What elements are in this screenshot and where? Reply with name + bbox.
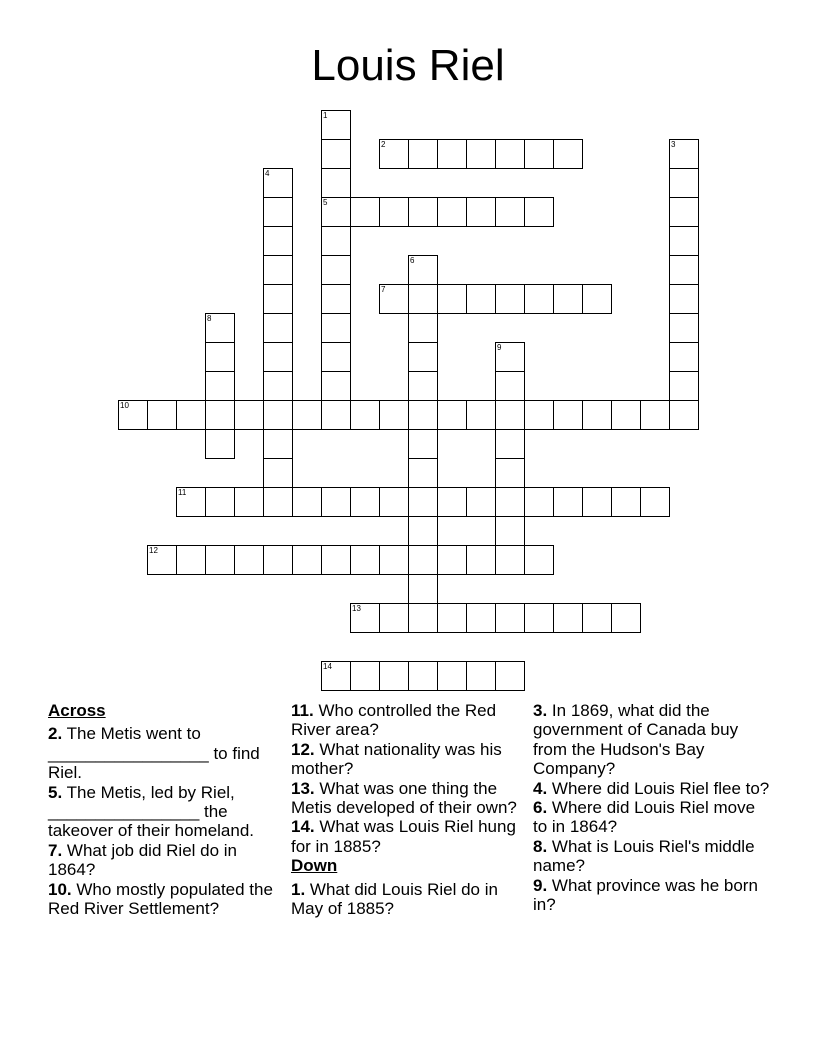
cell-number: 14	[323, 662, 332, 671]
grid-cell[interactable]	[408, 458, 438, 488]
grid-cell[interactable]	[321, 661, 351, 691]
grid-cell[interactable]	[263, 458, 293, 488]
grid-cell[interactable]	[379, 139, 409, 169]
grid-cell[interactable]	[495, 545, 525, 575]
grid-cell[interactable]	[669, 139, 699, 169]
grid-cell[interactable]	[176, 545, 206, 575]
grid-cell[interactable]	[205, 487, 235, 517]
grid-cell[interactable]	[408, 429, 438, 459]
down-heading: Down	[291, 856, 338, 876]
grid-cell[interactable]	[669, 342, 699, 372]
grid-cell[interactable]	[669, 371, 699, 401]
cell-number: 10	[120, 401, 129, 410]
grid-cell[interactable]	[640, 487, 670, 517]
grid-cell[interactable]	[379, 197, 409, 227]
grid-cell[interactable]	[408, 516, 438, 546]
across-heading: Across	[48, 701, 106, 720]
grid-cell[interactable]	[495, 342, 525, 372]
grid-cell[interactable]	[495, 139, 525, 169]
grid-cell[interactable]	[611, 400, 641, 430]
cell-number: 13	[352, 604, 361, 613]
grid-cell[interactable]	[466, 284, 496, 314]
grid-cell[interactable]	[408, 284, 438, 314]
clue-down-8: 8. What is Louis Riel's middle name?	[533, 836, 755, 876]
grid-cell[interactable]	[176, 400, 206, 430]
grid-cell[interactable]	[524, 487, 554, 517]
grid-cell[interactable]	[234, 545, 264, 575]
grid-cell[interactable]	[408, 400, 438, 430]
grid-cell[interactable]	[466, 487, 496, 517]
grid-cell[interactable]	[263, 168, 293, 198]
grid-cell[interactable]	[321, 487, 351, 517]
grid-cell[interactable]	[408, 661, 438, 691]
grid-cell[interactable]	[524, 284, 554, 314]
cell-number: 7	[381, 285, 386, 294]
grid-cell[interactable]	[205, 429, 235, 459]
grid-cell[interactable]	[466, 197, 496, 227]
grid-cell[interactable]	[263, 313, 293, 343]
cell-number: 2	[381, 140, 386, 149]
grid-cell[interactable]	[292, 487, 322, 517]
grid-cell[interactable]	[495, 371, 525, 401]
grid-cell[interactable]	[466, 603, 496, 633]
grid-cell[interactable]	[350, 545, 380, 575]
grid-cell[interactable]	[466, 661, 496, 691]
cell-number: 5	[323, 198, 328, 207]
grid-cell[interactable]	[321, 226, 351, 256]
grid-cell[interactable]	[669, 313, 699, 343]
grid-cell[interactable]	[669, 197, 699, 227]
grid-cell[interactable]	[553, 487, 583, 517]
grid-cell[interactable]	[495, 429, 525, 459]
grid-cell[interactable]	[321, 400, 351, 430]
grid-cell[interactable]	[495, 458, 525, 488]
grid-cell[interactable]	[350, 487, 380, 517]
grid-cell[interactable]	[350, 603, 380, 633]
cell-number: 6	[410, 256, 415, 265]
cell-number: 9	[497, 343, 502, 352]
grid-cell[interactable]	[263, 371, 293, 401]
grid-cell[interactable]	[263, 342, 293, 372]
grid-cell[interactable]	[321, 168, 351, 198]
grid-cell[interactable]	[495, 284, 525, 314]
clue-across-11: 11. Who controlled the Red River area?	[291, 701, 497, 740]
grid-cell[interactable]	[437, 603, 467, 633]
grid-cell[interactable]	[205, 342, 235, 372]
grid-cell[interactable]	[408, 342, 438, 372]
grid-cell[interactable]	[495, 487, 525, 517]
grid-cell[interactable]	[553, 284, 583, 314]
grid-cell[interactable]	[321, 255, 351, 285]
grid-cell[interactable]	[321, 342, 351, 372]
grid-cell[interactable]	[495, 603, 525, 633]
grid-cell[interactable]	[553, 139, 583, 169]
grid-cell[interactable]	[495, 516, 525, 546]
cell-number: 8	[207, 314, 212, 323]
grid-cell[interactable]	[321, 110, 351, 140]
grid-cell[interactable]	[640, 400, 670, 430]
grid-cell[interactable]	[495, 400, 525, 430]
clue-across-7: 7. What job did Riel do in 1864?	[48, 840, 238, 880]
grid-cell[interactable]	[379, 284, 409, 314]
grid-cell[interactable]	[379, 545, 409, 575]
grid-cell[interactable]	[408, 371, 438, 401]
grid-cell[interactable]	[524, 139, 554, 169]
grid-cell[interactable]	[582, 400, 612, 430]
clue-across-2: 2. The Metis went to _________________ to find Riel.	[48, 724, 260, 783]
clue-down-3: 3. In 1869, what did the government of Canada buy from the Hudson's Bay Company?	[533, 701, 739, 779]
grid-cell[interactable]	[437, 400, 467, 430]
grid-cell[interactable]	[292, 400, 322, 430]
grid-cell[interactable]	[350, 661, 380, 691]
grid-cell[interactable]	[437, 284, 467, 314]
grid-cell[interactable]	[118, 400, 148, 430]
clue-across-10: 10. Who mostly populated the Red River Settlement?	[48, 879, 273, 919]
clue-across-12: 12. What nationality was his mother?	[291, 739, 502, 779]
grid-cell[interactable]	[669, 255, 699, 285]
grid-cell[interactable]	[263, 400, 293, 430]
clue-down-4: 4. Where did Louis Riel flee to?	[533, 778, 770, 798]
grid-cell[interactable]	[263, 487, 293, 517]
grid-cell[interactable]	[147, 400, 177, 430]
grid-cell[interactable]	[321, 197, 351, 227]
grid-cell[interactable]	[437, 545, 467, 575]
grid-cell[interactable]	[263, 284, 293, 314]
grid-cell[interactable]	[379, 400, 409, 430]
grid-cell[interactable]	[466, 545, 496, 575]
cell-number: 12	[149, 546, 158, 555]
cell-number: 3	[671, 140, 676, 149]
grid-cell[interactable]	[437, 139, 467, 169]
grid-cell[interactable]	[408, 545, 438, 575]
grid-cell[interactable]	[408, 603, 438, 633]
grid-cell[interactable]	[611, 603, 641, 633]
grid-cell[interactable]	[176, 487, 206, 517]
grid-cell[interactable]	[582, 603, 612, 633]
grid-cell[interactable]	[321, 139, 351, 169]
grid-cell[interactable]	[321, 284, 351, 314]
clue-down-6: 6. Where did Louis Riel move to in 1864?	[533, 798, 756, 837]
grid-cell[interactable]	[669, 226, 699, 256]
grid-cell[interactable]	[205, 313, 235, 343]
page-title: Louis Riel	[311, 41, 505, 90]
grid-cell[interactable]	[669, 400, 699, 430]
cell-number: 11	[178, 488, 187, 497]
grid-cell[interactable]	[669, 168, 699, 198]
grid-cell[interactable]	[524, 545, 554, 575]
grid-cell[interactable]	[437, 661, 467, 691]
grid-cell[interactable]	[205, 545, 235, 575]
grid-cell[interactable]	[234, 487, 264, 517]
grid-cell[interactable]	[350, 400, 380, 430]
grid-cell[interactable]	[524, 197, 554, 227]
grid-cell[interactable]	[582, 487, 612, 517]
grid-cell[interactable]	[263, 545, 293, 575]
clue-across-13: 13. What was one thing the Metis developed of their own?	[291, 778, 517, 818]
grid-cell[interactable]	[263, 226, 293, 256]
grid-cell[interactable]	[408, 255, 438, 285]
grid-cell[interactable]	[292, 545, 322, 575]
grid-cell[interactable]	[524, 603, 554, 633]
grid-cell[interactable]	[582, 284, 612, 314]
grid-cell[interactable]	[408, 313, 438, 343]
grid-cell[interactable]	[205, 371, 235, 401]
clue-down-1: 1. What did Louis Riel do in May of 1885?	[291, 879, 498, 919]
grid-cell[interactable]	[553, 400, 583, 430]
grid-cell[interactable]	[466, 139, 496, 169]
grid-cell[interactable]	[611, 487, 641, 517]
grid-cell[interactable]	[263, 429, 293, 459]
cell-number: 4	[265, 169, 270, 178]
grid-cell[interactable]	[147, 545, 177, 575]
grid-cell[interactable]	[379, 487, 409, 517]
grid-cell[interactable]	[553, 603, 583, 633]
grid-cell[interactable]	[408, 574, 438, 604]
grid-cell[interactable]	[379, 661, 409, 691]
grid-cell[interactable]	[495, 197, 525, 227]
grid-cell[interactable]	[408, 139, 438, 169]
grid-cell[interactable]	[263, 197, 293, 227]
grid-cell[interactable]	[321, 371, 351, 401]
grid-cell[interactable]	[495, 661, 525, 691]
grid-cell[interactable]	[321, 313, 351, 343]
grid-cell[interactable]	[205, 400, 235, 430]
grid-cell[interactable]	[466, 400, 496, 430]
grid-cell[interactable]	[350, 197, 380, 227]
grid-cell[interactable]	[321, 545, 351, 575]
clue-column-2	[291, 701, 531, 918]
grid-cell[interactable]	[234, 400, 264, 430]
grid-cell[interactable]	[263, 255, 293, 285]
grid-cell[interactable]	[379, 603, 409, 633]
grid-cell[interactable]	[408, 197, 438, 227]
grid-cell[interactable]	[408, 487, 438, 517]
grid-cell[interactable]	[669, 284, 699, 314]
grid-cell[interactable]	[437, 487, 467, 517]
grid-cell[interactable]	[437, 197, 467, 227]
clue-down-9: 9. What province was he born in?	[533, 875, 758, 915]
grid-cell[interactable]	[524, 400, 554, 430]
clue-column-1	[48, 701, 288, 918]
cell-number: 1	[323, 111, 328, 120]
clue-column-3	[533, 701, 773, 914]
clue-across-5: 5. The Metis, led by Riel, ________________ the takeover of their homeland.	[48, 782, 255, 841]
clue-across-14: 14. What was Louis Riel hung for in 1885?	[291, 817, 516, 856]
